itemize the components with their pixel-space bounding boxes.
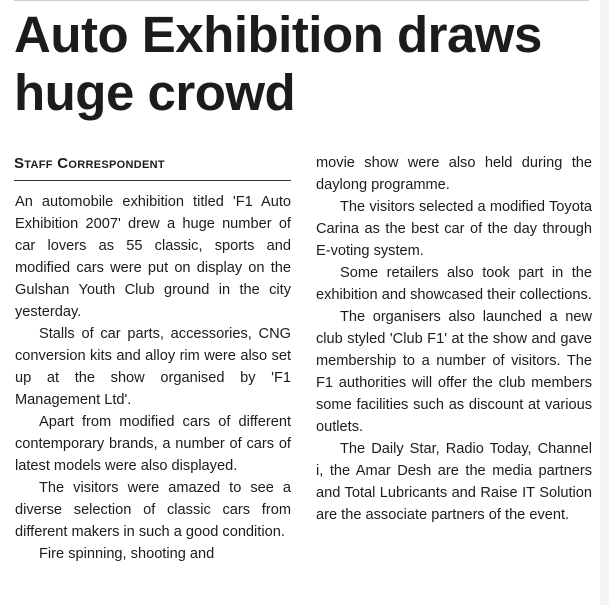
paragraph: movie show were also held during the daylong programme.: [316, 155, 592, 193]
byline: Staff Correspondent: [14, 155, 165, 172]
paragraph: Stalls of car parts, accessories, CNG conversion kits and alloy rim were also set up at the show organised by 'F1 Management Ltd'.: [15, 326, 291, 408]
paragraph: The Daily Star, Radio Today, Channel i, the Amar Desh are the media partners and Total Lubricants and Raise IT Solution are the associate partners of the event.: [316, 441, 592, 523]
paragraph: An automobile exhibition titled 'F1 Auto Exhibition 2007' drew a huge number of car lovers as 55 classic, sports and modified cars were put on display on the Gulshan Youth Club ground in the city yesterday.: [15, 194, 291, 320]
paragraph: The visitors were amazed to see a diverse selection of classic cars from different makers in such a good condition.: [15, 480, 291, 540]
top-rule: [14, 0, 589, 1]
byline-rule: [14, 180, 291, 181]
paragraph: The visitors selected a modified Toyota Carina as the best car of the day through E-voting system.: [316, 199, 592, 259]
right-column: [316, 152, 592, 526]
paragraph: Apart from modified cars of different contemporary brands, a number of cars of latest models were also displayed.: [15, 414, 291, 474]
paragraph: Fire spinning, shooting and: [39, 546, 215, 562]
page-edge: [600, 0, 609, 605]
paragraph: Some retailers also took part in the exhibition and showcased their collections.: [316, 265, 592, 303]
headline: Auto Exhibition draws huge crowd: [14, 6, 542, 121]
paragraph: The organisers also launched a new club styled 'Club F1' at the show and gave membership to a number of visitors. The F1 authorities will offer the club members some facilities such as discount at various outlets.: [316, 309, 592, 435]
left-column: [15, 191, 291, 565]
